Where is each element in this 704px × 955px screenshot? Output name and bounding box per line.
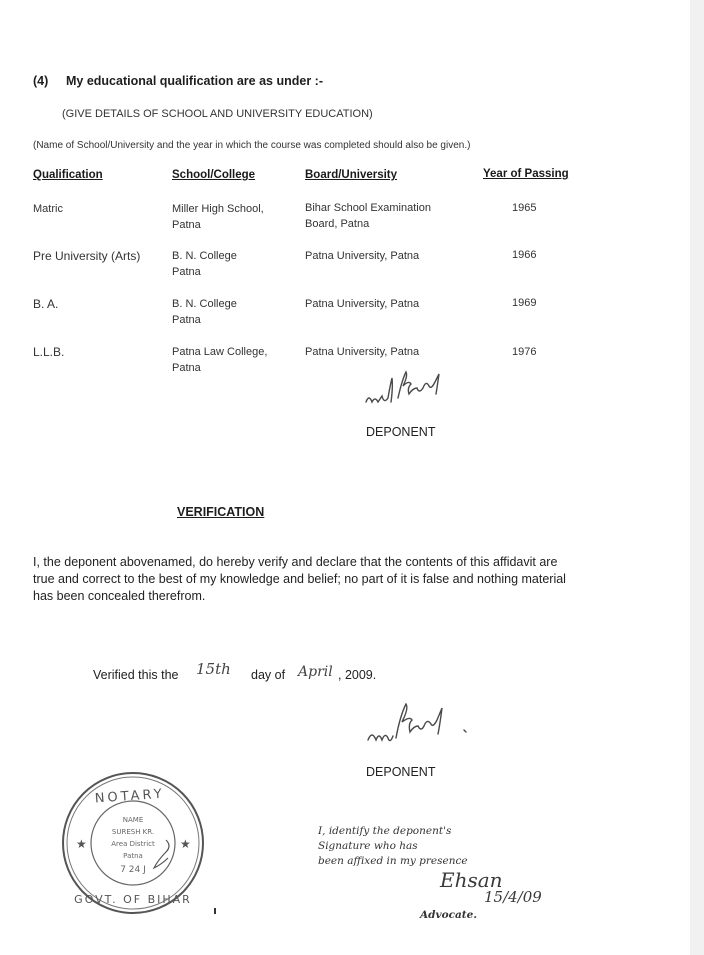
table-cell-year: 1966: [512, 249, 537, 261]
section-note: (Name of School/University and the year in which the course was completed should also be given.): [33, 140, 471, 151]
section-subtitle: (GIVE DETAILS OF SCHOOL AND UNIVERSITY EDUCATION): [62, 108, 373, 120]
header-board: Board/University: [305, 169, 398, 181]
verified-prefix: Verified this the: [93, 668, 179, 682]
advocate-note-line: been affixed in my presence: [318, 855, 468, 867]
ink-mark: [214, 908, 216, 914]
table-cell-year: 1965: [512, 202, 537, 214]
table-cell-board: Patna University, Patna: [305, 346, 420, 358]
deponent-label: DEPONENT: [366, 425, 436, 439]
table-cell-board: Bihar School Examination Board, Patna: [305, 202, 431, 230]
table-cell-school: B. N. College Patna: [172, 250, 237, 278]
header-year: Year of Passing: [483, 168, 569, 180]
table-cell-year: 1969: [512, 297, 537, 309]
deponent-signature-2: [364, 700, 479, 752]
seal-star-icon: ★: [180, 837, 191, 851]
year-suffix: , 2009.: [338, 668, 377, 682]
table-cell-qualification: Matric: [33, 203, 63, 215]
deponent-signature-1: [362, 368, 462, 414]
month-handwritten: April: [298, 664, 333, 680]
verification-title: VERIFICATION: [177, 505, 265, 519]
header-qualification: Qualification: [33, 169, 103, 181]
verification-text: I, the deponent abovenamed, do hereby verify and declare that the contents of this affidavit are true and correct to the best of my knowledge and belief; no part of it is false and nothing material has been concealed therefrom.: [33, 555, 566, 603]
seal-star-icon: ★: [76, 837, 87, 851]
table-cell-qualification: Pre University (Arts): [33, 249, 141, 263]
section-number: (4): [33, 74, 49, 88]
page-edge: [690, 0, 704, 955]
notary-seal: [58, 768, 208, 918]
seal-inner-line: Patna: [123, 852, 143, 860]
seal-inner-line: 7 24 J: [120, 865, 146, 875]
header-school: School/College: [172, 169, 256, 181]
table-cell-qualification: L.L.B.: [33, 345, 65, 359]
deponent-label: DEPONENT: [366, 765, 436, 779]
table-cell-school: Patna Law College, Patna: [172, 346, 268, 374]
table-cell-qualification: B. A.: [33, 297, 59, 311]
seal-inner-line: SURESH KR.: [111, 828, 155, 836]
section-title: My educational qualification are as under :-: [66, 74, 323, 88]
seal-text-bottom: GOVT. OF BIHAR: [74, 893, 192, 906]
advocate-note-line: I, identify the deponent's: [318, 825, 452, 837]
table-cell-board: Patna University, Patna: [305, 298, 420, 310]
table-cell-board: Patna University, Patna: [305, 250, 420, 262]
advocate-date-handwritten: 15/4/09: [484, 888, 542, 906]
advocate-note: [318, 824, 508, 869]
table-cell-school: B. N. College Patna: [172, 298, 237, 326]
table-cell-school: Miller High School, Patna: [172, 203, 264, 231]
day-of-label: day of: [251, 668, 286, 682]
seal-inner-line: NAME: [122, 816, 144, 824]
table-cell-year: 1976: [512, 346, 537, 358]
seal-text-top: NOTARY: [94, 786, 166, 807]
seal-inner-line: Area District: [111, 840, 155, 848]
advocate-signature: Ehsan: [440, 868, 503, 892]
advocate-role: Advocate.: [420, 909, 477, 921]
advocate-note-line: Signature who has: [318, 840, 418, 852]
day-handwritten: 15th: [196, 660, 231, 678]
